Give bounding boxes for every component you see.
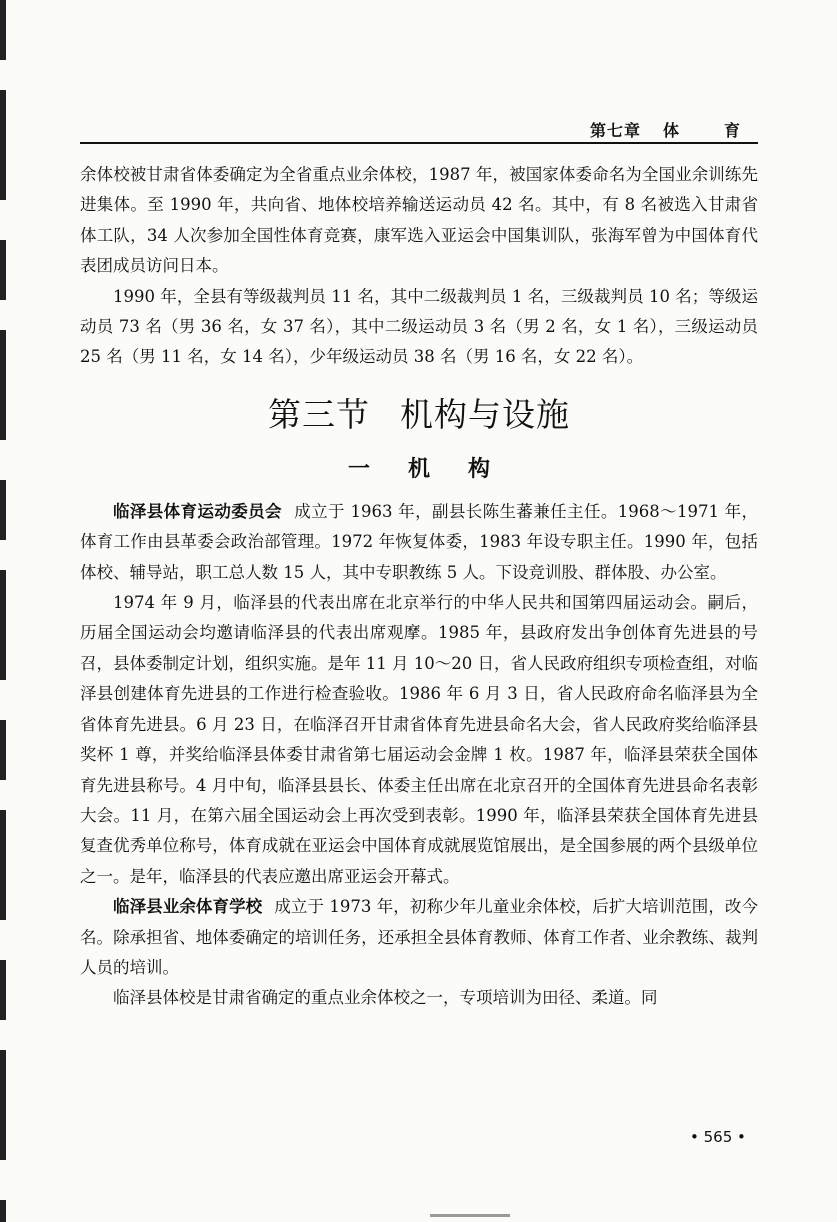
page-content xyxy=(80,160,758,1014)
scan-artifact xyxy=(430,1214,510,1217)
paragraph-continuation: 余体校被甘肃省体委确定为全省重点业余体校，1987 年，被国家体委命名为全国业余训练先进集体。至 1990 年，共向省、地体校培养输送运动员 42 名。其中，有 8 名被选入甘肃省体工队，34 人次参加全国性体育竞赛，康军选入亚运会中国集训队，张海军曾为中国体育代表团成员访问日本。 xyxy=(80,165,758,276)
section-title xyxy=(80,393,758,437)
paragraph-sports-school xyxy=(80,892,758,983)
page-number: • 565 • xyxy=(690,1128,746,1146)
paragraph-lead-sports-committee: 临泽县体育运动委员会 xyxy=(113,501,282,521)
paragraph-text-sports-school: 成立于 1973 年，初称少年儿童业余体校，后扩大培训范围，改今名。除承担省、地体委确定的培训任务，还承担全县体育教师、体育工作者、业余教练、裁判人员的培训。 xyxy=(80,897,758,977)
running-head-subject-2: 育 xyxy=(724,121,742,140)
section-number: 第三节 xyxy=(268,394,370,434)
subsection-title: 一机构 xyxy=(347,455,528,482)
section-name: 机构与设施 xyxy=(400,394,570,434)
running-head-chapter: 第七章 xyxy=(590,121,642,140)
paragraph-school-training: 临泽县体校是甘肃省确定的重点业余体校之一，专项培训为田径、柔道。同 xyxy=(113,988,658,1008)
paragraph-sports-committee xyxy=(80,497,758,588)
paragraph-referees: 1990 年，全县有等级裁判员 11 名，其中二级裁判员 1 名，三级裁判员 10 名；等级运动员 73 名（男 36 名，女 37 名），其中二级运动员 3 名（男 2 名，女 1 名），三级运动员 25 名（男 11 名，女 14 名），少年级运动员 38 名（男 16 名，女 22 名）。 xyxy=(80,286,758,367)
paragraph-history: 1974 年 9 月，临泽县的代表出席在北京举行的中华人民共和国第四届运动会。嗣后，历届全国运动会均邀请临泽县的代表出席观摩。1985 年，县政府发出争创体育先进县的号召，县体委制定计划，组织实施。是年 11 月 10～20 日，省人民政府组织专项检查组，对临泽县创建体育先进县的工作进行检查验收。1986 年 6 月 3 日，省人民政府命名临泽县为全省体育先进县。6 月 23 日，在临泽召开甘肃省体育先进县命名大会，省人民政府奖给临泽县奖杯 1 尊，并奖给临泽县体委甘肃省第七届运动会金牌 1 枚。1987 年，临泽县荣获全国体育先进县称号。4 月中旬，临泽县县长、体委主任出席在北京召开的全国体育先进县命名表彰大会。11 月，在第六届全国运动会上再次受到表彰。1990 年，临泽县荣获全国体育先进县复查优秀单位称号，体育成就在亚运会中国体育成就展览馆展出，是全国参展的两个县级单位之一。是年，临泽县的代表应邀出席亚运会开幕式。 xyxy=(80,593,758,886)
book-binding-edge xyxy=(0,0,6,1222)
paragraph-text-sports-committee: 成立于 1963 年，副县长陈生蕃兼任主任。1968～1971 年，体育工作由县革委会政治部管理。1972 年恢复体委，1983 年设专职主任。1990 年，包括体校、辅导站，职工总人数 15 人，其中专职教练 5 人。下设竞训股、群体股、办公室。 xyxy=(80,501,758,582)
paragraph-lead-sports-school: 临泽县业余体育学校 xyxy=(113,897,263,917)
running-head-subject-1: 体 xyxy=(663,121,681,140)
running-head xyxy=(590,118,760,141)
header-rule xyxy=(80,142,758,144)
